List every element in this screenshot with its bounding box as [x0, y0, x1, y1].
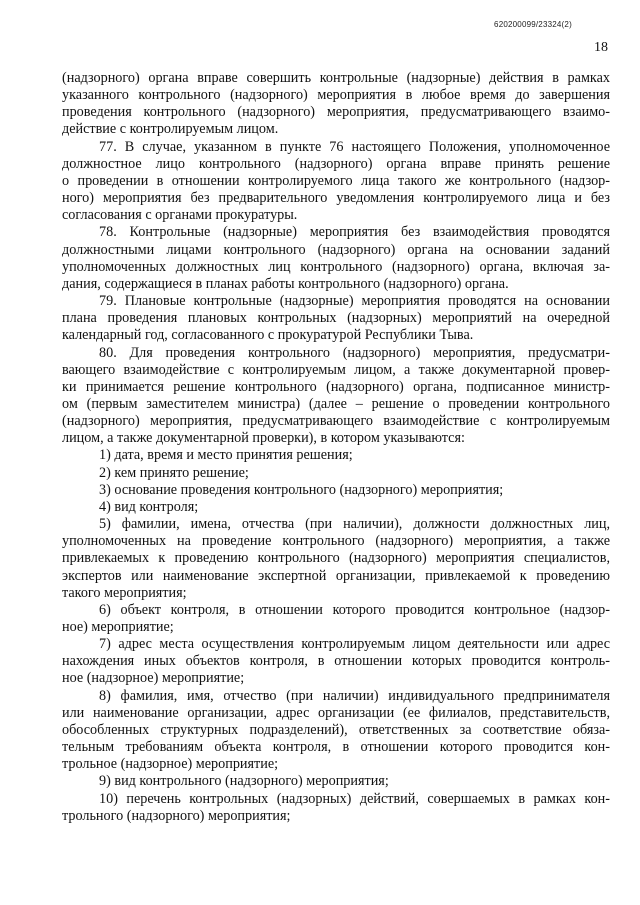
- text-line: 5) фамилии, имена, отчества (при наличии), должности должностных лиц,: [99, 516, 610, 533]
- text-line: 79. Плановые контрольные (надзорные) мероприятия проводятся на основании: [99, 293, 610, 310]
- text-line: действие с контролируемым лицом.: [62, 121, 279, 138]
- text-line: проведения контрольного (надзорного) мероприятия, предусматривающего взаимо-: [62, 104, 610, 121]
- text-line: обособленных структурных подразделений), ответственных за соответствие обяза-: [62, 721, 610, 738]
- text-line: о проведении в отношении контролируемого лица такого же контрольного (надзор-: [62, 172, 610, 189]
- document-body: [62, 70, 610, 825]
- document-code: 620200099/23324(2): [494, 20, 572, 29]
- text-line: ки принимается решение контрольного (надзорного) органа, подписанное министр-: [62, 378, 610, 395]
- text-line: должностное лицо контрольного (надзорного) органа вправе принять решение: [62, 155, 610, 172]
- text-line: экспертов или наименование экспертной организации, привлекаемой к проведению: [62, 567, 610, 584]
- text-line: ом (первым заместителем министра) (далее – решение о проведении контрольного: [62, 395, 610, 412]
- text-line: привлекаемых к проведению контрольного (надзорного) мероприятия специалистов,: [62, 550, 610, 567]
- text-line: 78. Контрольные (надзорные) мероприятия без взаимодействия проводятся: [99, 224, 610, 241]
- text-line: дания, содержащиеся в планах работы контрольного (надзорного) органа.: [62, 275, 509, 292]
- text-line: календарный год, согласованного с прокуратурой Республики Тыва.: [62, 327, 474, 344]
- text-line: 8) фамилия, имя, отчество (при наличии) индивидуального предпринимателя: [99, 687, 610, 704]
- text-line: ного) мероприятия без предварительного уведомления контролируемого лица и без: [62, 190, 610, 207]
- text-line: ное) мероприятие;: [62, 619, 174, 635]
- text-line: 6) объект контроля, в отношении которого проводится контрольное (надзор-: [99, 601, 610, 618]
- text-line: 1) дата, время и место принятия решения;: [99, 447, 353, 464]
- text-line: 77. В случае, указанном в пункте 76 настоящего Положения, уполномоченное: [99, 138, 610, 155]
- text-line: 2) кем принято решение;: [99, 464, 249, 481]
- page-number: 18: [594, 40, 608, 55]
- text-line: трольного (надзорного) мероприятия;: [62, 807, 291, 824]
- text-line: уполномоченных на проведение контрольного (надзорного) мероприятия, а также: [62, 533, 610, 550]
- text-line: уполномоченных должностных лиц контрольного (надзорного) органа, включая за-: [62, 258, 610, 275]
- text-line: такого мероприятия;: [62, 584, 187, 601]
- text-line: должностными лицами контрольного (надзорного) органа на основании заданий: [62, 241, 610, 258]
- text-line: нахождения иных объектов контроля, в отношении которых проводится контроль-: [62, 653, 610, 670]
- text-line: согласования с органами прокуратуры.: [62, 207, 298, 224]
- text-line: плана проведения плановых контрольных (надзорных) мероприятий на очередной: [62, 310, 610, 327]
- text-line: указанного контрольного (надзорного) мероприятия в любое время до завершения: [62, 87, 610, 104]
- text-line: 4) вид контроля;: [99, 498, 199, 515]
- text-line: или наименование организации, адрес организации (ее филиалов, представительств,: [62, 704, 610, 721]
- text-line: (надзорного) мероприятия, предусматривающего взаимодействие с контролируемым: [62, 413, 610, 430]
- text-line: ное (надзорное) мероприятие;: [62, 670, 245, 687]
- text-line: 10) перечень контрольных (надзорных) действий, совершаемых в рамках кон-: [99, 790, 610, 807]
- text-line: 9) вид контрольного (надзорного) мероприятия;: [99, 773, 389, 790]
- text-line: 80. Для проведения контрольного (надзорного) мероприятия, предусматри-: [99, 344, 610, 361]
- text-line: 7) адрес места осуществления контролируемым лицом деятельности или адрес: [99, 636, 610, 653]
- text-line: (надзорного) органа вправе совершить контрольные (надзорные) действия в рамках: [62, 70, 610, 86]
- text-line: тельным требованиям объекта контроля, в отношении которого проводится кон-: [62, 739, 610, 756]
- text-line: вающего взаимодействие с контролируемым лицом, а также документарной провер-: [62, 361, 610, 378]
- text-line: 3) основание проведения контрольного (надзорного) мероприятия;: [99, 481, 504, 498]
- text-line: трольное (надзорное) мероприятие;: [62, 756, 279, 773]
- text-line: лицом, а также документарной проверки), в котором указываются:: [62, 430, 465, 447]
